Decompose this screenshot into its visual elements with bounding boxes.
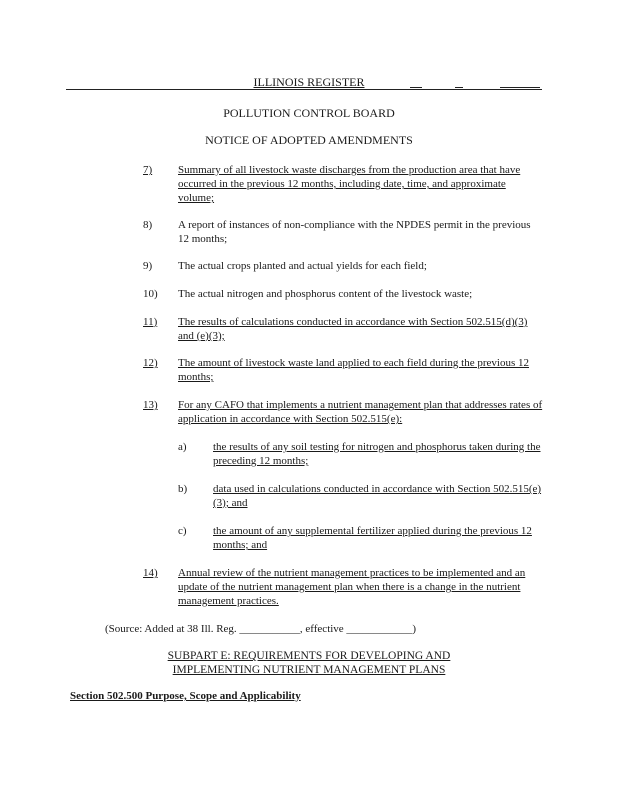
subpart-line-1: SUBPART E: REQUIREMENTS FOR DEVELOPING AND xyxy=(167,650,451,662)
register-title: ILLINOIS REGISTER xyxy=(253,75,365,89)
section-heading: Section 502.500 Purpose, Scope and Applicability xyxy=(70,690,301,702)
item-text: A report of instances of non-compliance with the NPDES permit in the previous 12 months; xyxy=(178,219,531,245)
item-number: 14) xyxy=(143,567,158,579)
item-number: 11) xyxy=(143,316,158,328)
item-number: 7) xyxy=(143,164,153,176)
header-dash-1 xyxy=(410,87,422,88)
item-text: The amount of livestock waste land applied to each field during the previous 12 months; xyxy=(178,357,529,383)
item-number: 12) xyxy=(143,357,158,369)
item-text: For any CAFO that implements a nutrient management plan that addresses rates of application in accordance with Section 502.515(e): xyxy=(178,399,543,425)
header-dash-3 xyxy=(500,87,540,88)
item-number: 8) xyxy=(143,219,153,231)
subpart-heading xyxy=(0,649,618,677)
item-number: 9) xyxy=(143,260,153,272)
subitem-text: data used in calculations conducted in accordance with Section 502.515(e)(3); and xyxy=(213,483,542,509)
item-number: 13) xyxy=(143,399,158,411)
header-dash-2 xyxy=(455,87,463,88)
item-text: The actual crops planted and actual yields for each field; xyxy=(178,260,427,272)
subpart-line-2: IMPLEMENTING NUTRIENT MANAGEMENT PLANS xyxy=(172,664,446,676)
subitem-text: the results of any soil testing for nitrogen and phosphorus taken during the preceding 12 months; xyxy=(213,441,541,467)
item-text: Summary of all livestock waste discharges from the production area that have occurred in the previous 12 months, including date, time, and approximate volume; xyxy=(178,164,521,204)
item-text: The actual nitrogen and phosphorus content of the livestock waste; xyxy=(178,288,473,300)
notice-title: NOTICE OF ADOPTED AMENDMENTS xyxy=(205,133,413,147)
subitem-letter: b) xyxy=(178,483,188,495)
item-text: Annual review of the nutrient management practices to be implemented and an update of the nutrient management plan when there is a change in the nutrient management practices. xyxy=(178,567,526,607)
item-text: The results of calculations conducted in accordance with Section 502.515(d)(3) and (e)(3); xyxy=(178,316,528,342)
subitem-letter: a) xyxy=(178,441,187,453)
board-title: POLLUTION CONTROL BOARD xyxy=(223,106,395,120)
subitem-text: the amount of any supplemental fertilizer applied during the previous 12 months; and xyxy=(213,525,532,551)
subitem-letter: c) xyxy=(178,525,187,537)
source-note: (Source: Added at 38 Ill. Reg. ___________, effective ____________) xyxy=(105,623,417,635)
header-rule xyxy=(66,89,542,90)
item-number: 10) xyxy=(143,288,158,300)
